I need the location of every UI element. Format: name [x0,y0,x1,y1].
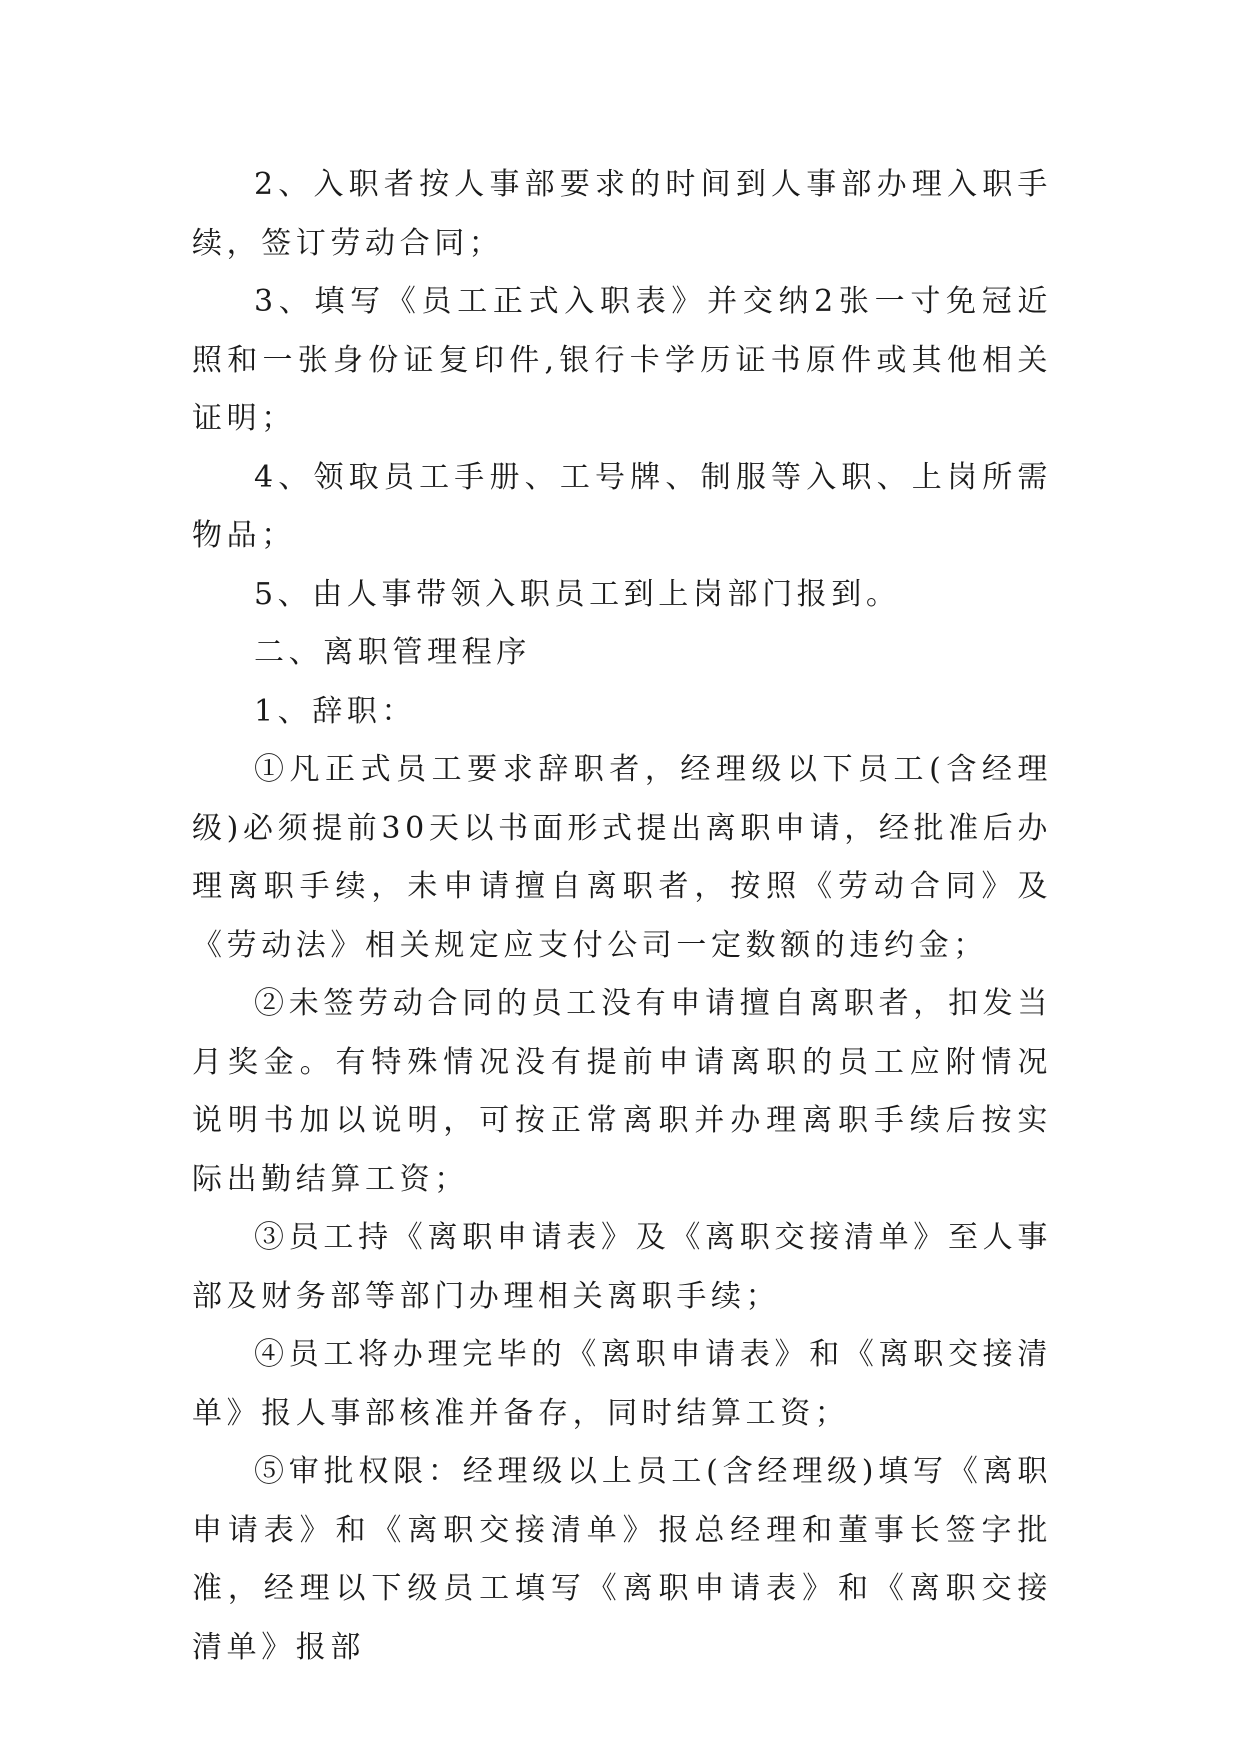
paragraph-resignation-item-5: ⑤审批权限：经理级以上员工(含经理级)填写《离职申请表》和《离职交接清单》报总经理和董事长签字批准，经理以下级员工填写《离职申请表》和《离职交接清单》报部 [192,1454,1052,1665]
paragraph-resignation-item-2: ②未签劳动合同的员工没有申请擅自离职者，扣发当月奖金。有特殊情况没有提前申请离职的员工应附情况说明书加以说明，可按正常离职并办理离职手续后按实际出勤结算工资； [192,986,1052,1197]
paragraph-onboarding-step-5: 5、由人事带领入职员工到上岗部门报到。 [254,576,901,612]
paragraph-onboarding-step-3: 3、填写《员工正式入职表》并交纳2张一寸免冠近照和一张身份证复印件,银行卡学历证书原件或其他相关证明； [192,284,1052,436]
paragraph-resignation-item-3: ③员工持《离职申请表》及《离职交接清单》至人事部及财务部等部门办理相关离职手续； [192,1220,1052,1314]
subheading-resignation: 1、辞职： [254,693,417,729]
section-heading-resignation-procedure: 二、离职管理程序 [254,635,531,670]
paragraph-resignation-item-1: ①凡正式员工要求辞职者，经理级以下员工(含经理级)必须提前30天以书面形式提出离职申请，经批准后办理离职手续，未申请擅自离职者，按照《劳动合同》及《劳动法》相关规定应支付公司一定数额的违约金； [192,752,1052,963]
paragraph-onboarding-step-4: 4、领取员工手册、工号牌、制服等入职、上岗所需物品； [192,459,1052,553]
paragraph-resignation-item-4: ④员工将办理完毕的《离职申请表》和《离职交接清单》报人事部核准并备存，同时结算工资； [192,1337,1052,1431]
paragraph-onboarding-step-2: 2、入职者按人事部要求的时间到人事部办理入职手续，签订劳动合同； [192,167,1052,261]
document-page [192,156,1052,1677]
